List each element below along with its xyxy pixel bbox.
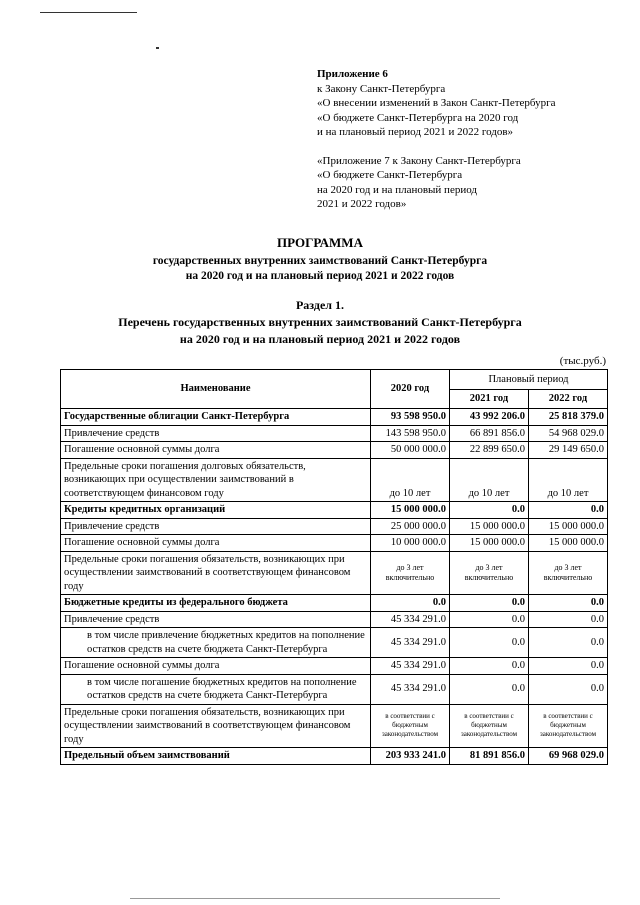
cell-2021: до 10 лет <box>450 458 529 502</box>
table-row <box>61 628 608 658</box>
cell-2022: 15 000 000.0 <box>529 518 608 535</box>
cell-2021: 0.0 <box>450 595 529 612</box>
appendix-line: и на плановый период 2021 и 2022 годов» <box>317 126 514 138</box>
cell-2022: до 10 лет <box>529 458 608 502</box>
cell-2020: 203 933 241.0 <box>371 748 450 765</box>
table-row <box>61 674 608 704</box>
cell-2021: 66 891 856.0 <box>450 425 529 442</box>
cell-2021: 0.0 <box>450 611 529 628</box>
cell-2020: 25 000 000.0 <box>371 518 450 535</box>
cell-2020: до 3 лет включительно <box>371 551 450 595</box>
appendix-line: «О бюджете Санкт-Петербурга на 2020 год <box>317 111 519 124</box>
table-row <box>61 658 608 675</box>
cell-2020: 45 334 291.0 <box>371 658 450 675</box>
appendix-title: Приложение 6 <box>317 68 388 80</box>
cell-2020: 45 334 291.0 <box>371 628 450 658</box>
table-row <box>61 551 608 595</box>
program-heading <box>0 235 640 284</box>
cell-2021: 81 891 856.0 <box>450 748 529 765</box>
cell-2022: 25 818 379.0 <box>529 409 608 426</box>
cell-2022: 0.0 <box>529 628 608 658</box>
table-row <box>61 518 608 535</box>
table-row <box>61 535 608 552</box>
cell-2022: 29 149 650.0 <box>529 442 608 459</box>
row-name: Погашение основной суммы долга <box>61 442 371 459</box>
row-name: в том числе привлечение бюджетных кредитов на пополнение остатков средств на счете бюджета Санкт-Петербурга <box>61 628 371 658</box>
cell-2021: в соответствии с бюджетным законодательством <box>450 704 529 748</box>
cell-2021: 0.0 <box>450 628 529 658</box>
header-planned-period: Плановый период <box>450 370 608 390</box>
cell-2020: 93 598 950.0 <box>371 409 450 426</box>
scan-artifact-mark <box>156 47 159 49</box>
section-subtitle-1: Перечень государственных внутренних заимствований Санкт-Петербурга <box>118 315 522 329</box>
appendix-line: к Закону Санкт-Петербурга <box>317 82 446 95</box>
row-name: Кредиты кредитных организаций <box>61 502 371 519</box>
cell-2022: 54 968 029.0 <box>529 425 608 442</box>
cell-2022: 69 968 029.0 <box>529 748 608 765</box>
row-name: Погашение основной суммы долга <box>61 535 371 552</box>
row-name: в том числе погашение бюджетных кредитов на пополнение остатков средств на счете бюджета Санкт-Петербурга <box>61 674 371 704</box>
cell-2022: 15 000 000.0 <box>529 535 608 552</box>
cell-2021: до 3 лет включительно <box>450 551 529 595</box>
header-2022: 2022 год <box>529 389 608 409</box>
cell-2021: 0.0 <box>450 502 529 519</box>
cell-2022: в соответствии с бюджетным законодательством <box>529 704 608 748</box>
table-row <box>61 611 608 628</box>
row-name: Предельные сроки погашения обязательств, возникающих при осуществлении заимствований в соответствующем финансовом году <box>61 704 371 748</box>
appendix-line: «О внесении изменений в Закон Санкт-Петербурга <box>317 97 556 109</box>
cell-2022: 0.0 <box>529 502 608 519</box>
cell-2022: 0.0 <box>529 658 608 675</box>
appendix-line: на 2020 год и на плановый период <box>317 183 477 196</box>
row-name: Привлечение средств <box>61 611 371 628</box>
table-row <box>61 595 608 612</box>
appendix-line: «О бюджете Санкт-Петербурга <box>317 169 463 181</box>
row-name: Предельные сроки погашения долговых обязательств, возникающих при осуществлении заимствований в соответствующем финансовом году <box>61 458 371 502</box>
cell-2020: 143 598 950.0 <box>371 425 450 442</box>
scan-artifact-top <box>40 12 137 13</box>
cell-2021: 0.0 <box>450 658 529 675</box>
table-row <box>61 458 608 502</box>
cell-2022: до 3 лет включительно <box>529 551 608 595</box>
table-row <box>61 502 608 519</box>
scan-artifact-bottom <box>130 898 500 899</box>
program-subtitle-1: государственных внутренних заимствований Санкт-Петербурга <box>152 255 488 267</box>
appendix-line: «Приложение 7 к Закону Санкт-Петербурга <box>317 154 521 167</box>
cell-2022: 0.0 <box>529 595 608 612</box>
cell-2021: 0.0 <box>450 674 529 704</box>
cell-2021: 15 000 000.0 <box>450 535 529 552</box>
appendix-line: 2021 и 2022 годов» <box>317 198 407 210</box>
row-name: Предельный объем заимствований <box>61 748 371 765</box>
cell-2022: 0.0 <box>529 611 608 628</box>
cell-2021: 22 899 650.0 <box>450 442 529 459</box>
cell-2022: 0.0 <box>529 674 608 704</box>
table-row <box>61 442 608 459</box>
cell-2020: 0.0 <box>371 595 450 612</box>
section-title: Раздел 1. <box>295 298 345 312</box>
cell-2020: 45 334 291.0 <box>371 611 450 628</box>
cell-2020: в соответствии с бюджетным законодательством <box>371 704 450 748</box>
table-row <box>61 748 608 765</box>
program-title: ПРОГРАММА <box>277 235 363 250</box>
header-2020: 2020 год <box>371 370 450 409</box>
cell-2021: 43 992 206.0 <box>450 409 529 426</box>
cell-2020: 10 000 000.0 <box>371 535 450 552</box>
row-name: Бюджетные кредиты из федерального бюджета <box>61 595 371 612</box>
row-name: Государственные облигации Санкт-Петербурга <box>61 409 371 426</box>
cell-2020: 15 000 000.0 <box>371 502 450 519</box>
appendix-block <box>317 67 555 212</box>
row-name: Привлечение средств <box>61 518 371 535</box>
cell-2021: 15 000 000.0 <box>450 518 529 535</box>
cell-2020: до 10 лет <box>371 458 450 502</box>
borrowings-table <box>60 369 608 765</box>
unit-label: (тыс.руб.) <box>559 355 606 367</box>
program-subtitle-2: на 2020 год и на плановый период 2021 и 2022 годов <box>185 270 455 282</box>
row-name: Погашение основной суммы долга <box>61 658 371 675</box>
row-name: Предельные сроки погашения обязательств, возникающих при осуществлении заимствований в соответствующем финансовом году <box>61 551 371 595</box>
row-name: Привлечение средств <box>61 425 371 442</box>
cell-2020: 45 334 291.0 <box>371 674 450 704</box>
cell-2020: 50 000 000.0 <box>371 442 450 459</box>
table-row <box>61 409 608 426</box>
table-row <box>61 425 608 442</box>
section-heading <box>0 297 640 348</box>
section-subtitle-2: на 2020 год и на плановый период 2021 и 2022 годов <box>179 332 461 346</box>
header-2021: 2021 год <box>450 389 529 409</box>
header-name: Наименование <box>61 370 371 409</box>
table-row <box>61 704 608 748</box>
